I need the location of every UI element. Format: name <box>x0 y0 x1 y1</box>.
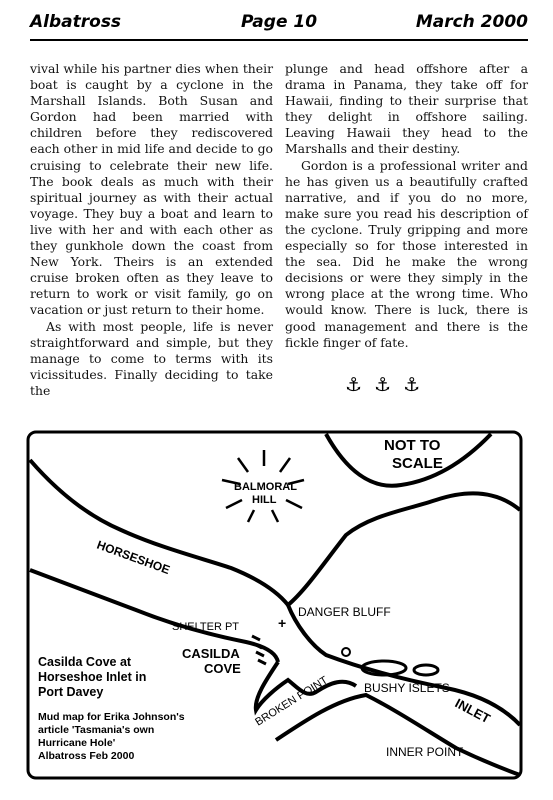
map-label-inlet: INLET <box>452 695 493 727</box>
map-label-inner-point: INNER POINT <box>386 745 464 759</box>
article-column-left <box>30 61 273 399</box>
article-paragraph: As with most people, life is never straightforward and simple, but they manage to come to terms with its vicissitudes. Finally deciding to take the <box>30 318 273 398</box>
map-label-shelter-pt: SHELTER PT <box>172 621 240 633</box>
caption-sub-line: article 'Tasmania's own <box>38 724 155 736</box>
shelter-point-marker: + <box>278 615 287 631</box>
issue-date: March 2000 <box>415 12 528 32</box>
caption-sub-line: Albatross Feb 2000 <box>38 750 135 762</box>
map-label-balmoral: BALMORAL <box>234 481 297 493</box>
article-column-right <box>285 61 528 351</box>
caption-title-line: Casilda Cove at <box>38 655 132 669</box>
map-label-hill: HILL <box>252 494 277 506</box>
map-label-broken-point: BROKEN POINT <box>253 674 331 729</box>
map-label-not-to: NOT TO <box>384 437 441 454</box>
page-header <box>30 12 528 38</box>
map-label-casilda: CASILDA <box>182 646 240 661</box>
map-label-bushy-islets: BUSHY ISLETS <box>364 681 450 695</box>
map-label-danger-bluff: DANGER BLUFF <box>298 605 391 619</box>
caption-title-line: Horseshoe Inlet in <box>38 670 147 684</box>
page-number: Page 10 <box>240 12 318 32</box>
mud-map-drawing <box>26 430 523 780</box>
mud-map <box>26 430 523 780</box>
caption-sub-line: Hurricane Hole' <box>38 737 116 749</box>
map-label-cove: COVE <box>204 661 241 676</box>
anchor-end-mark-icons: ⚓⚓⚓ <box>345 374 433 396</box>
article-paragraph: Gordon is a professional writer and he has given us a beautifully crafted narrative, and if you do no more, make sure you read his description of the cyclone. Truly gripping and more especially so for those interested in the sea. Did he make the wrong decisions or were they simply in the wrong place at the wrong time. Who would know. There is luck, there is good management and there is the fickle finger of fate. <box>285 157 528 350</box>
caption-title-line: Port Davey <box>38 685 104 699</box>
article-paragraph: plunge and head offshore after a drama in Panama, they take off for Hawaii, finding to their surprise that they delight in offshore sailing. Leaving Hawaii they head to the Marshalls and their destiny. <box>285 61 528 157</box>
header-rule <box>30 39 528 41</box>
publication-name: Albatross <box>30 12 122 32</box>
article-paragraph: vival while his partner dies when their boat is caught by a cyclone in the Marshall Islands. Both Susan and Gordon had been married with children before they rediscovered each other in mid life and decide to go cruising to celebrate their new life. The book deals as much with their spiritual journey as with their actual voyage. They buy a boat and learn to live with her and with each other as they gunkhole down the coast from New York. Theirs is an extended cruise broken often as they leave to return to work or visit family, go on vacation or just return to their home. <box>30 61 273 318</box>
map-label-horseshoe: HORSESHOE <box>94 537 172 578</box>
caption-sub-line: Mud map for Erika Johnson's <box>38 711 185 723</box>
map-label-scale: SCALE <box>392 455 443 472</box>
